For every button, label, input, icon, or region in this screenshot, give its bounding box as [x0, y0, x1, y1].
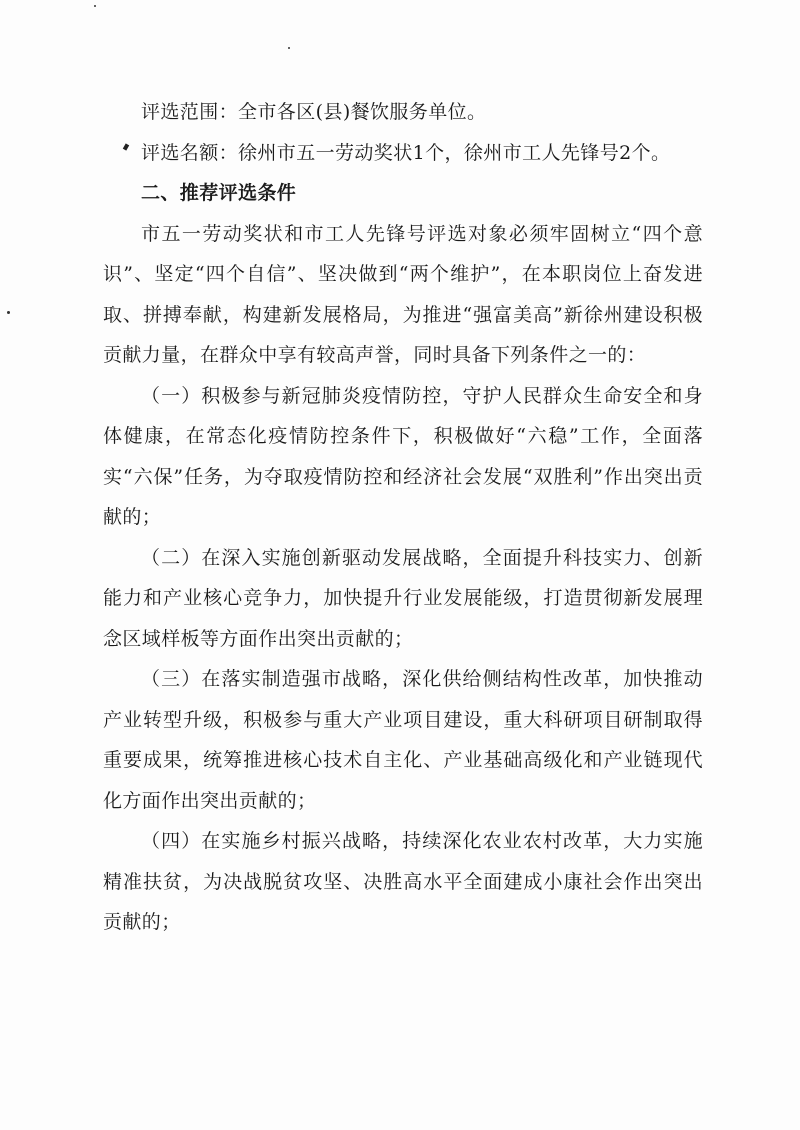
paragraph-scope: 评选范围：全市各区(县)餐饮服务单位。 — [141, 101, 487, 123]
paragraph-condition-4: （四）在实施乡村振兴战略，持续深化农业农村改革，大力实施精准扶贫，为决战脱贫攻坚、决胜高水平全面建成小康社会作出突出贡献的； — [103, 830, 703, 933]
scan-speck — [94, 5, 96, 7]
document-body — [103, 92, 703, 943]
paragraph-condition-2: （二）在深入实施创新驱动发展战略，全面提升科技实力、创新能力和产业核心竞争力，加快提升行业发展能级，打造贯彻新发展理念区域样板等方面作出突出贡献的； — [103, 546, 703, 650]
section-heading: 二、推荐评选条件 — [141, 182, 297, 204]
scan-speck — [288, 47, 290, 49]
scan-speck — [7, 311, 10, 314]
paragraph-intro: 市五一劳动奖状和市工人先锋号评选对象必须牢固树立“四个意识”、坚定“四个自信”、坚决做到“两个维护”，在本职岗位上奋发进取、拼搏奉献，构建新发展格局，为推进“强富美高”新徐州建设积极贡献力量，在群众中享有较高声誉，同时具备下列条件之一的： — [103, 222, 703, 366]
paragraph-condition-3: （三）在落实制造强市战略，深化供给侧结构性改革，加快推动产业转型升级，积极参与重大产业项目建设，重大科研项目研制取得重要成果，统筹推进核心技术自主化、产业基础高级化和产业链现代化方面作出突出贡献的； — [103, 668, 703, 812]
paragraph-quota: 评选名额：徐州市五一劳动奖状1个，徐州市工人先锋号2个。 — [141, 141, 671, 164]
paragraph-condition-1: （一）积极参与新冠肺炎疫情防控，守护人民群众生命安全和身体健康，在常态化疫情防控条件下，积极做好“六稳”工作，全面落实“六保”任务，为夺取疫情防控和经济社会发展“双胜利”作出突出贡献的； — [103, 384, 703, 528]
